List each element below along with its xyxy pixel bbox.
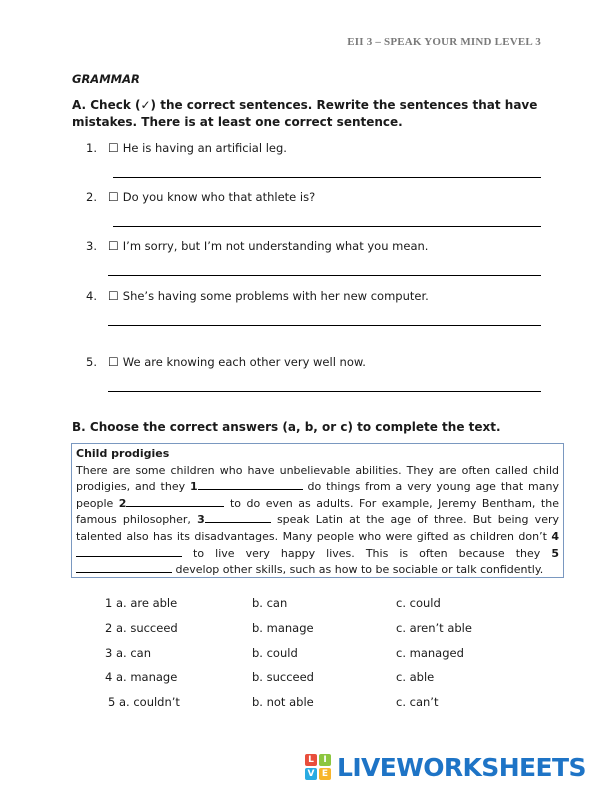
logo-letter-v: V	[305, 768, 317, 780]
logo-letter-l: L	[305, 754, 317, 766]
text-segment: to do even as adults. For example, Jeremy Bentham, the famous philosopher,	[76, 496, 559, 527]
exercise-item-5	[86, 355, 366, 369]
text-title: Child prodigies	[76, 447, 170, 460]
item-sentence: I’m sorry, but I’m not understanding what you mean.	[122, 239, 429, 253]
option-5c[interactable]: c. can’t	[396, 695, 439, 709]
logo-wordmark: LIVEWORKSHEETS	[337, 752, 586, 782]
gap-number-3: 3	[197, 513, 205, 527]
gap-number-2: 2	[118, 496, 127, 510]
option-5a[interactable]: 5 a. couldn’t	[108, 695, 180, 709]
gap-blank-5[interactable]	[76, 562, 172, 573]
item-sentence: He is having an artificial leg.	[122, 141, 287, 155]
option-2a[interactable]: 2 a. succeed	[105, 621, 178, 635]
gap-blank-2[interactable]	[126, 496, 224, 507]
logo-icon	[305, 754, 331, 780]
document-header: EII 3 – SPEAK YOUR MIND LEVEL 3	[347, 36, 541, 48]
option-5b[interactable]: b. not able	[252, 695, 314, 709]
answer-line-2[interactable]	[113, 226, 541, 227]
item-sentence: She’s having some problems with her new computer.	[122, 289, 429, 303]
exercise-item-1	[86, 141, 287, 155]
answer-line-3[interactable]	[108, 275, 541, 276]
option-4a[interactable]: 4 a. manage	[105, 670, 178, 684]
gap-number-4: 4	[551, 529, 559, 543]
section-a-instructions: A. Check (✓) the correct sentences. Rewrite the sentences that have mistakes. There is at least one correct sentence.	[72, 98, 538, 129]
text-segment: to live very happy lives. This is often because they	[182, 546, 552, 560]
gap-blank-4[interactable]	[76, 546, 182, 557]
exercise-item-2	[86, 190, 315, 204]
option-4c[interactable]: c. able	[396, 670, 435, 684]
gap-blank-1[interactable]	[198, 479, 303, 490]
option-4b[interactable]: b. succeed	[252, 670, 314, 684]
section-b-instructions: B. Choose the correct answers (a, b, or c) to complete the text.	[72, 420, 501, 434]
checkbox[interactable]: ☐	[108, 239, 119, 253]
checkbox[interactable]: ☐	[108, 289, 119, 303]
option-2c[interactable]: c. aren’t able	[396, 621, 472, 635]
option-3c[interactable]: c. managed	[396, 646, 464, 660]
grammar-heading: GRAMMAR	[72, 72, 140, 86]
logo-letter-i: I	[319, 754, 331, 766]
gap-blank-3[interactable]	[205, 512, 271, 523]
checkbox[interactable]: ☐	[108, 355, 119, 369]
option-2b[interactable]: b. manage	[252, 621, 314, 635]
item-sentence: Do you know who that athlete is?	[122, 190, 316, 204]
option-1a[interactable]: 1 a. are able	[105, 596, 178, 610]
item-number: 2.	[86, 190, 97, 204]
option-3b[interactable]: b. could	[252, 646, 298, 660]
exercise-item-3	[86, 239, 428, 253]
exercise-item-4	[86, 289, 429, 303]
text-segment: There are some children who have unbelievable abilities. They are often called child prodigies, and they	[76, 463, 559, 494]
option-1b[interactable]: b. can	[252, 596, 288, 610]
answer-line-4[interactable]	[108, 325, 541, 326]
item-number: 5.	[86, 355, 97, 369]
logo-letter-e: E	[319, 768, 331, 780]
item-number: 1.	[86, 141, 97, 155]
liveworksheets-logo	[305, 752, 586, 782]
checkbox[interactable]: ☐	[108, 190, 119, 204]
option-3a[interactable]: 3 a. can	[105, 646, 151, 660]
item-sentence: We are knowing each other very well now.	[122, 355, 366, 369]
gap-number-1: 1	[190, 480, 198, 494]
checkbox[interactable]: ☐	[108, 141, 119, 155]
item-number: 3.	[86, 239, 97, 253]
text-segment: develop other skills, such as how to be sociable or talk confidently.	[172, 563, 544, 577]
option-1c[interactable]: c. could	[396, 596, 441, 610]
gap-number-5: 5	[551, 546, 559, 560]
text-segment: do things from a very young age that many people	[76, 480, 559, 510]
item-number: 4.	[86, 289, 97, 303]
text-segment: speak Latin at the age of three. But being very talented also has its disadvantages. Many people who were gifted as children don’t	[76, 513, 559, 543]
answer-line-1[interactable]	[113, 177, 541, 178]
reading-text-box	[71, 443, 564, 578]
answer-line-5[interactable]	[108, 391, 541, 392]
